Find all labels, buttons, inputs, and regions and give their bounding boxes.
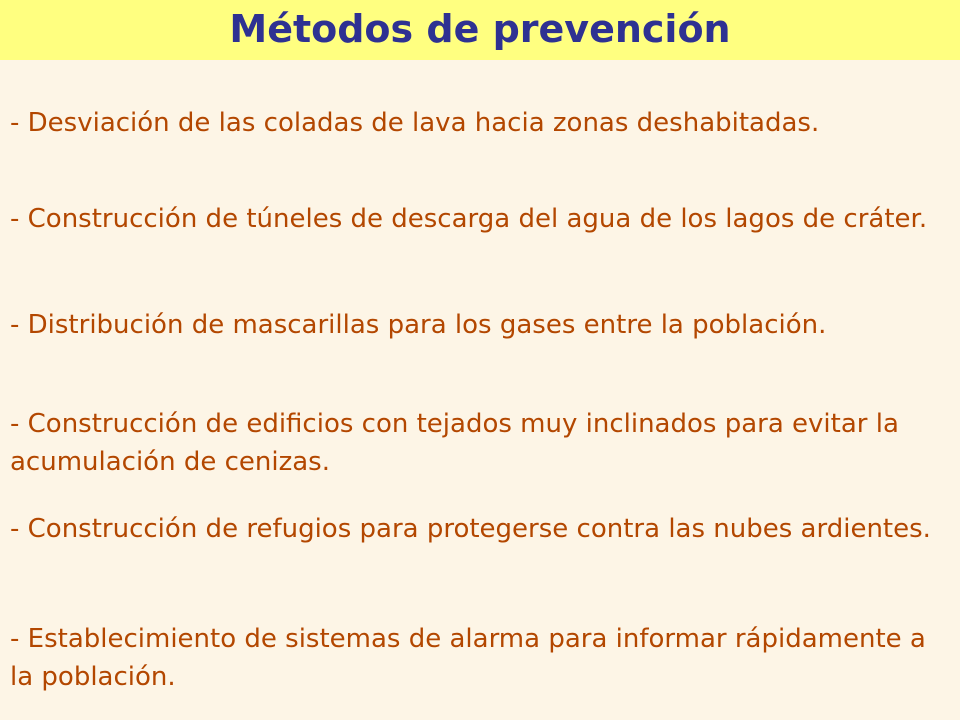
list-item: - Distribución de mascarillas para los gases entre la población.: [10, 310, 827, 340]
list-item: - Construcción de refugios para protegerse contra las nubes ardientes.: [10, 514, 931, 544]
page-title: Métodos de prevención: [229, 7, 731, 51]
list-item: - Desviación de las coladas de lava hacia zonas deshabitadas.: [10, 108, 820, 138]
list-item: - Construcción de edificios con tejados muy inclinados para evitar la acumulación de cenizas.: [10, 409, 899, 477]
title-bar: [0, 0, 960, 60]
list-item: - Construcción de túneles de descarga del agua de los lagos de cráter.: [10, 204, 928, 234]
list-item: - Establecimiento de sistemas de alarma para informar rápidamente a la población.: [10, 624, 926, 692]
